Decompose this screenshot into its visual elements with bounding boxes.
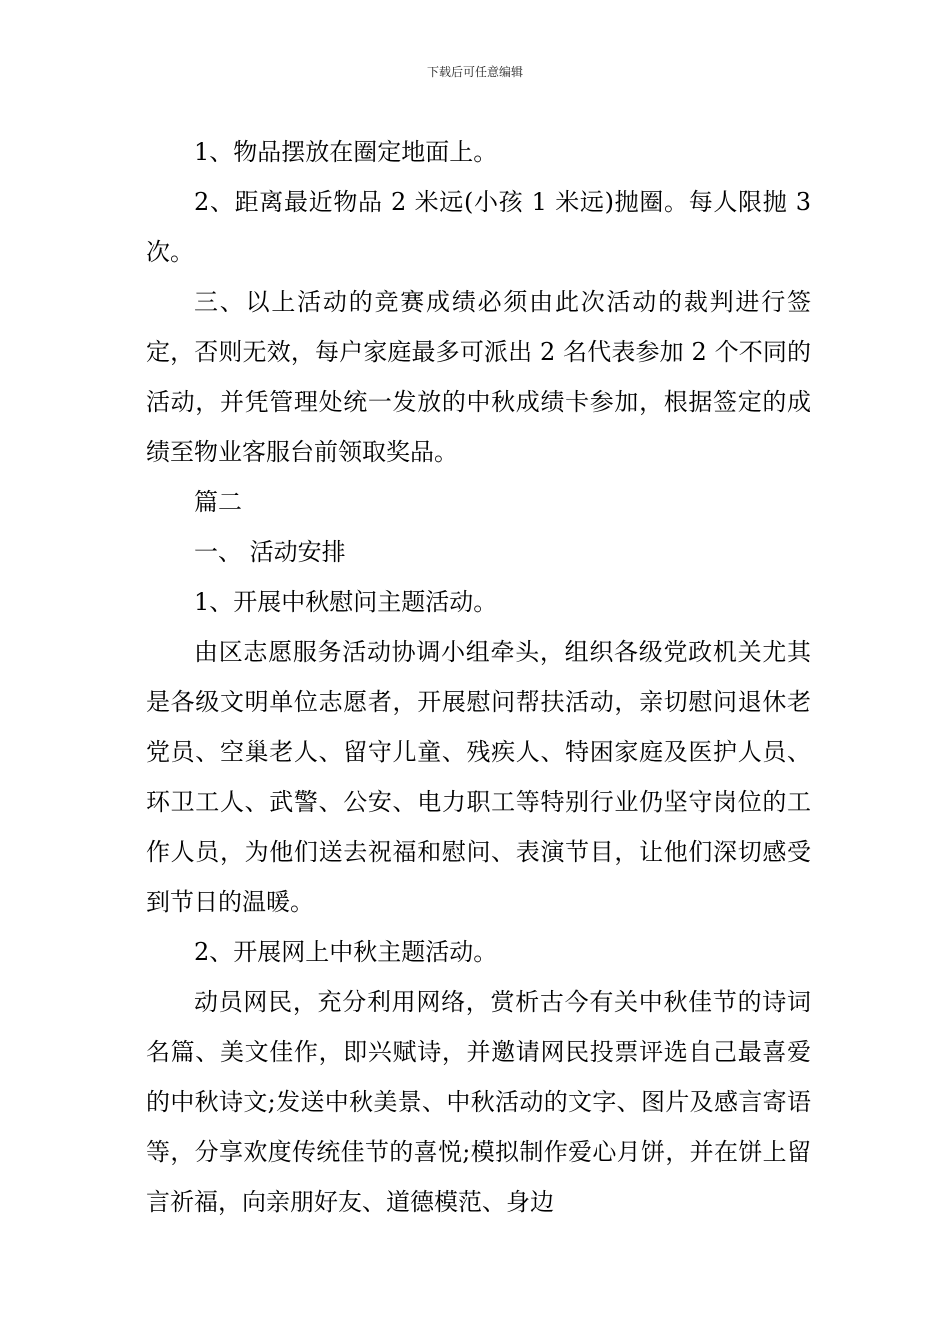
paragraph-throw-distance: 2、距离最近物品 2 米远(小孩 1 米远)抛圈。每人限抛 3 次。 [146,188,811,266]
document-body [146,127,811,1227]
paragraph-item-placement: 1、物品摆放在圈定地面上。 [194,138,498,166]
section-heading-part-two: 篇二 [194,488,242,516]
subheading-condolence-activity: 1、开展中秋慰问主题活动。 [194,588,498,616]
subheading-online-activity: 2、开展网上中秋主题活动。 [194,938,498,966]
paragraph-online-details: 动员网民，充分利用网络，赏析古今有关中秋佳节的诗词名篇、美文佳作，即兴赋诗，并邀请网民投票评选自己最喜爱的中秋诗文;发送中秋美景、中秋活动的文字、图片及感言寄语等，分享欢度传统佳节的喜悦;模拟制作爱心月饼，并在饼上留言祈福，向亲朋好友、道德模范、身边 [146,988,811,1216]
page-header: 下载后可任意编辑 [426,65,523,79]
paragraph-condolence-details: 由区志愿服务活动协调小组牵头，组织各级党政机关尤其是各级文明单位志愿者，开展慰问帮扶活动，亲切慰问退休老党员、空巢老人、留守儿童、残疾人、特困家庭及医护人员、环卫工人、武警、公安、电力职工等特别行业仍坚守岗位的工作人员，为他们送去祝福和慰问、表演节目，让他们深切感受到节日的温暖。 [146,638,811,916]
paragraph-results-rules: 三、以上活动的竞赛成绩必须由此次活动的裁判进行签定，否则无效，每户家庭最多可派出 2 名代表参加 2 个不同的活动，并凭管理处统一发放的中秋成绩卡参加，根据签定的成绩至物业客服台前领取奖品。 [146,288,811,466]
section-heading-arrangement: 一、 活动安排 [194,538,346,566]
